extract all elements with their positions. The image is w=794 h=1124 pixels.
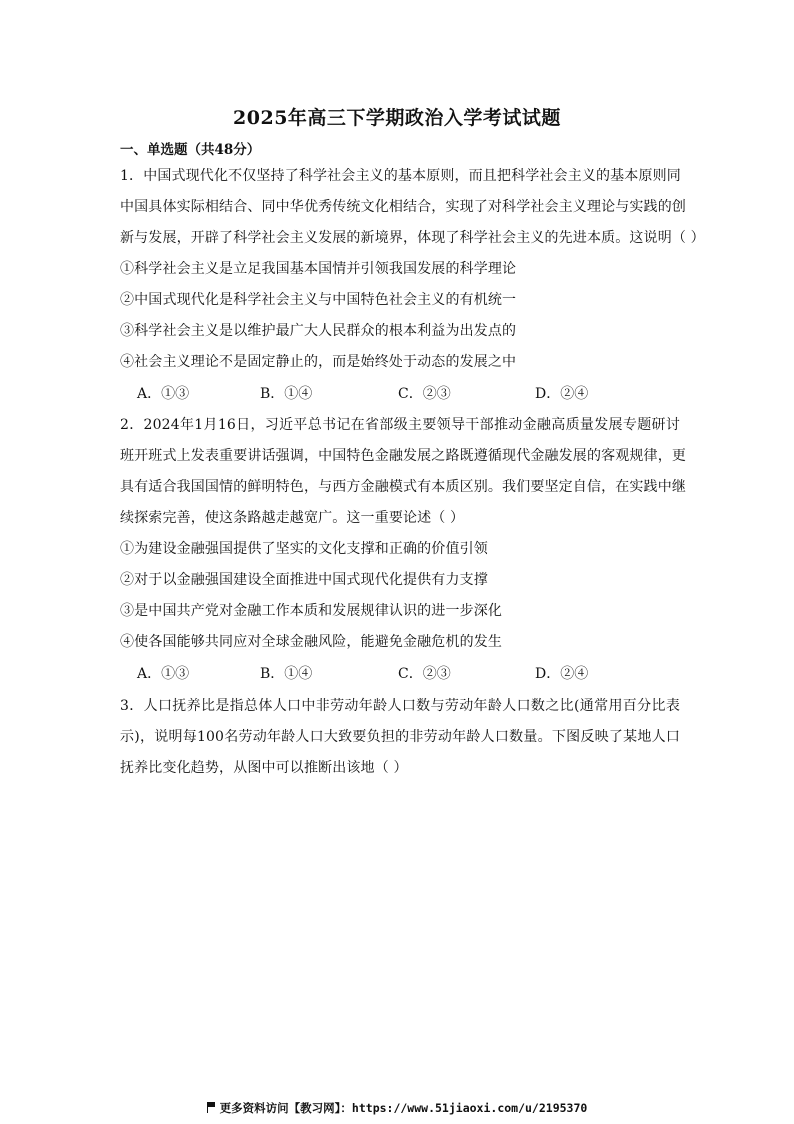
q1-option-d[interactable]: D．②④: [535, 386, 589, 402]
q2-option-a[interactable]: A．①③: [137, 666, 190, 682]
footer-text: 更多资料访问【教习网】：https://www.51jiaoxi.com/u/2195370: [219, 1101, 588, 1115]
q1-option-c[interactable]: C．②③: [398, 386, 451, 402]
q1-statement-2: ②中国式现代化是科学社会主义与中国特色社会主义的有机统一: [120, 292, 517, 308]
q1-statement-3: ③科学社会主义是以维护最广大人民群众的根本利益为出发点的: [120, 323, 517, 339]
q2-statement-2: ②对于以金融强国建设全面推进中国式现代化提供有力支撑: [120, 572, 488, 588]
exam-title: 2025年高三下学期政治入学考试试题: [233, 107, 561, 129]
q1-statement-4: ④社会主义理论不是固定静止的，而是始终处于动态的发展之中: [120, 354, 517, 370]
q2-line-2: 班开班式上发表重要讲话强调，中国特色金融发展之路既遵循现代金融发展的客观规律，更: [120, 448, 686, 464]
q2-line-3: 具有适合我国国情的鲜明特色，与西方金融模式有本质区别。我们要坚定自信，在实践中继: [120, 479, 686, 495]
q2-option-c[interactable]: C．②③: [398, 666, 451, 682]
q3-line-3: 抚养比变化趋势，从图中可以推断出该地（ ）: [120, 760, 408, 776]
q2-option-d[interactable]: D．②④: [535, 666, 589, 682]
footer-link[interactable]: [0, 1100, 794, 1116]
q1-option-b[interactable]: B．①④: [260, 386, 313, 402]
q1-line-3: 新与发展，开辟了科学社会主义发展的新境界，体现了科学社会主义的先进本质。这说明（ ）: [120, 230, 705, 246]
q2-option-b[interactable]: B．①④: [260, 666, 313, 682]
q3-line-2: 示)，说明每100名劳动年龄人口大致要负担的非劳动年龄人口数量。下图反映了某地人口: [120, 729, 680, 745]
q1-line-1: 1．中国式现代化不仅坚持了科学社会主义的基本原则，而且把科学社会主义的基本原则同: [120, 168, 681, 184]
q2-options: [137, 663, 657, 683]
q1-statement-1: ①科学社会主义是立足我国基本国情并引领我国发展的科学理论: [120, 261, 517, 277]
q2-statement-1: ①为建设金融强国提供了坚实的文化支撑和正确的价值引领: [120, 541, 488, 557]
q1-options: [137, 383, 657, 403]
q2-line-4: 续探索完善，使这条路越走越宽广。这一重要论述（ ）: [120, 510, 465, 526]
section-heading: 一、单选题（共48分）: [120, 142, 261, 158]
q1-line-2: 中国具体实际相结合、同中华优秀传统文化相结合，实现了对科学社会主义理论与实践的创: [120, 199, 686, 215]
q1-option-a[interactable]: A．①③: [137, 386, 190, 402]
q2-line-1: 2．2024年1月16日，习近平总书记在省部级主要领导干部推动金融高质量发展专题研讨: [120, 417, 680, 433]
q2-statement-4: ④使各国能够共同应对全球金融风险，能避免金融危机的发生: [120, 634, 503, 650]
flag-icon: [207, 1102, 216, 1113]
q3-line-1: 3．人口抚养比是指总体人口中非劳动年龄人口数与劳动年龄人口数之比(通常用百分比表: [120, 698, 680, 714]
q2-statement-3: ③是中国共产党对金融工作本质和发展规律认识的进一步深化: [120, 603, 503, 619]
